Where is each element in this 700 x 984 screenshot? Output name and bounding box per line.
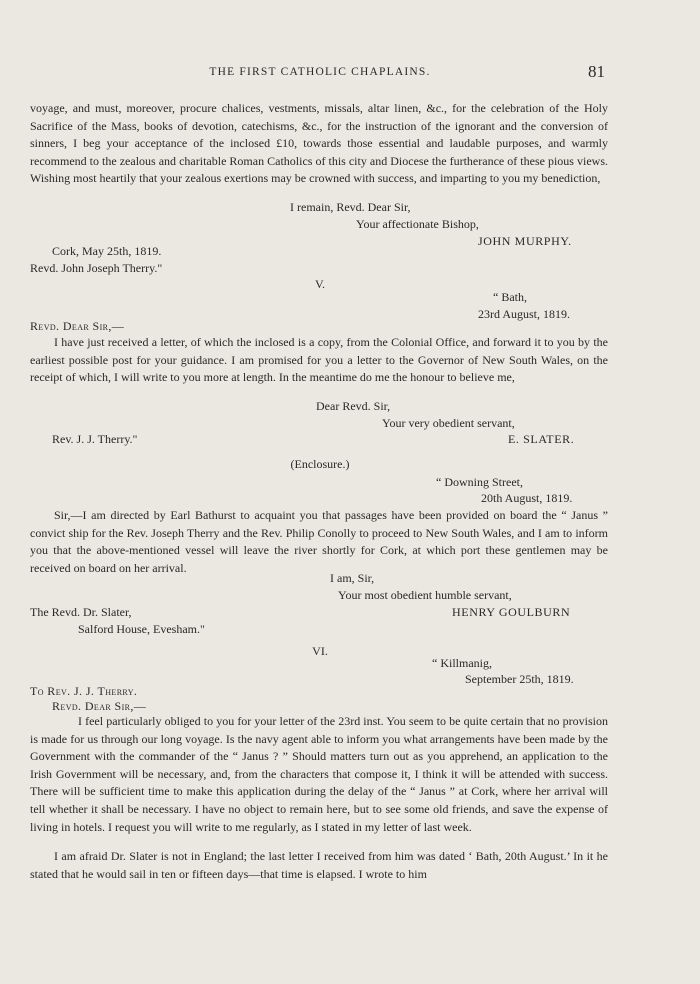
letter6-to: To Rev. J. J. Therry. [30, 684, 138, 698]
enclosure-addressee-1: The Revd. Dr. Slater, [30, 605, 132, 619]
letter6-body-2: I am afraid Dr. Slater is not in England; the last letter I received from him was dated ‘ Bath, 20th August.’ In it he stated that he would sail in ten or fifteen days—that time is elapsed. I wrote to him [30, 849, 608, 881]
enclosure-signature: HENRY GOULBURN [452, 605, 571, 619]
letter6-place: “ Killmanig, [432, 656, 492, 670]
enclosure-body: Sir,—I am directed by Earl Bathurst to acquaint you that passages have been provided on board the “ Janus ” convict ship for the Rev. Joseph Therry and the Rev. Philip Conolly to proceed to New South Wales, and I am to inform you that the above-mentioned vessel will leave the river shortly for Cork, at which port these gentlemen may be received on board on her arrival. [30, 508, 608, 575]
letter4-signature: JOHN MURPHY. [478, 234, 572, 248]
paragraph-continuation: voyage, and must, moreover, procure chalices, vestments, missals, altar linen, &c., for the celebration of the Holy Sacrifice of the Mass, books of devotion, catechisms, &c., for the instruction of the ignorant and the conversion of sinners, I beg your acceptance of the inclosed £10, towards those essential and laudable purposes, and warmly recommend to the zealous and charitable Roman Catholics of this city and Diocese the furtherance of these pious views. Wishing most heartily that your zealous exertions may be crowned with success, and imparting to you my benediction, [30, 101, 608, 186]
page-number: 81 [588, 62, 605, 81]
letter4-closing-1: I remain, Revd. Dear Sir, [290, 200, 411, 214]
letter4-closing-2: Your affectionate Bishop, [356, 217, 479, 231]
letter4-place-date: Cork, May 25th, 1819. [52, 244, 162, 258]
letter5-closing-2: Your very obedient servant, [382, 416, 515, 430]
enclosure-addressee-2: Salford House, Evesham." [78, 622, 205, 636]
enclosure-label: (Enclosure.) [290, 457, 350, 471]
letter5-date: 23rd August, 1819. [478, 307, 571, 321]
letter6-numeral: VI. [312, 644, 328, 658]
letter5-addressee: Rev. J. J. Therry." [52, 432, 138, 446]
letter5-salutation: Revd. Dear Sir,— [30, 319, 125, 333]
running-header: THE FIRST CATHOLIC CHAPLAINS. [209, 66, 431, 78]
enclosure-date: 20th August, 1819. [481, 491, 573, 505]
enclosure-closing-1: I am, Sir, [330, 571, 375, 585]
enclosure-place: “ Downing Street, [436, 475, 523, 489]
letter6-salutation: Revd. Dear Sir,— [52, 699, 147, 713]
letter5-closing-1: Dear Revd. Sir, [316, 399, 391, 413]
letter6-body-1: I feel particularly obliged to you for your letter of the 23rd inst. You seem to be quite certain that no provision is made for us through our long voyage. Is the navy agent able to inform you what arrangements have been made by the Government with the commander of the “ Janus ? ” Should matters turn out as you apprehend, an application to the Irish Government will be necessary, and, from the characters that compose it, I think it will be attended with success. There will be sufficient time to make this application during the delay of the “ Janus ” at Cork, where her arrival will tell whether it shall be necessary. I have no object to remain here, but to see some old friends, and save the expense of living in hotels. I request you will write to me regularly, as I stated in my letter of last week. [30, 714, 608, 834]
letter5-signature: E. SLATER. [508, 432, 575, 446]
letter5-numeral: V. [314, 277, 326, 291]
letter5-body: I have just received a letter, of which the inclosed is a copy, from the Colonial Office, and forward it to you by the earliest possible post for your guidance. I am promised for you a letter to the Governor of New South Wales, on the receipt of which, I will write to you more at length. In the meantime do me the honour to believe me, [30, 335, 608, 385]
letter5-place: “ Bath, [493, 290, 527, 304]
letter6-date: September 25th, 1819. [465, 672, 574, 686]
letter4-addressee: Revd. John Joseph Therry." [30, 261, 163, 275]
enclosure-closing-2: Your most obedient humble servant, [338, 588, 512, 602]
